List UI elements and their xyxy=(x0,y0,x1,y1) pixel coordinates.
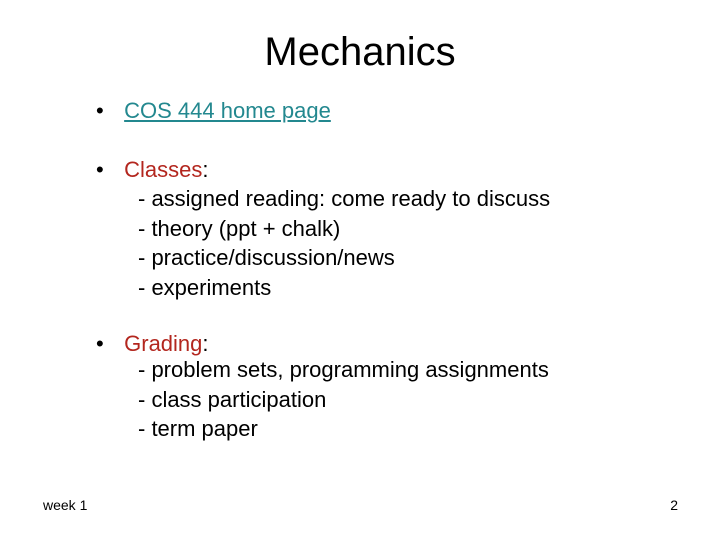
bullet-grading xyxy=(96,329,209,358)
bullet-marker: • xyxy=(96,331,104,356)
bullet-home-page xyxy=(96,96,331,125)
bullet-marker: • xyxy=(96,98,104,123)
slide-title: Mechanics xyxy=(264,30,456,74)
classes-heading-colon: : xyxy=(202,157,209,182)
list-item: - theory (ppt + chalk) xyxy=(138,215,341,241)
list-item: - term paper xyxy=(138,416,258,441)
grading-heading-text: Grading xyxy=(124,331,203,356)
classes-sub-list xyxy=(138,184,550,302)
course-home-page-link[interactable]: COS 444 home page xyxy=(124,98,331,123)
list-item: - problem sets, programming assignments xyxy=(138,357,549,382)
grading-heading-colon: : xyxy=(202,331,209,356)
bullet-marker: • xyxy=(96,157,104,182)
bullet-classes xyxy=(96,155,209,184)
list-item: - experiments xyxy=(138,274,272,300)
classes-heading xyxy=(124,157,208,182)
list-item: - practice/discussion/news xyxy=(138,245,395,270)
grading-sub-list xyxy=(138,355,549,444)
footer-page-number: 2 xyxy=(670,497,678,513)
classes-heading-text: Classes xyxy=(124,157,203,182)
grading-heading xyxy=(124,331,208,356)
list-item: - class participation xyxy=(138,386,327,412)
list-item: - assigned reading: come ready to discuss xyxy=(138,186,551,211)
footer-week-label: week 1 xyxy=(43,497,88,513)
